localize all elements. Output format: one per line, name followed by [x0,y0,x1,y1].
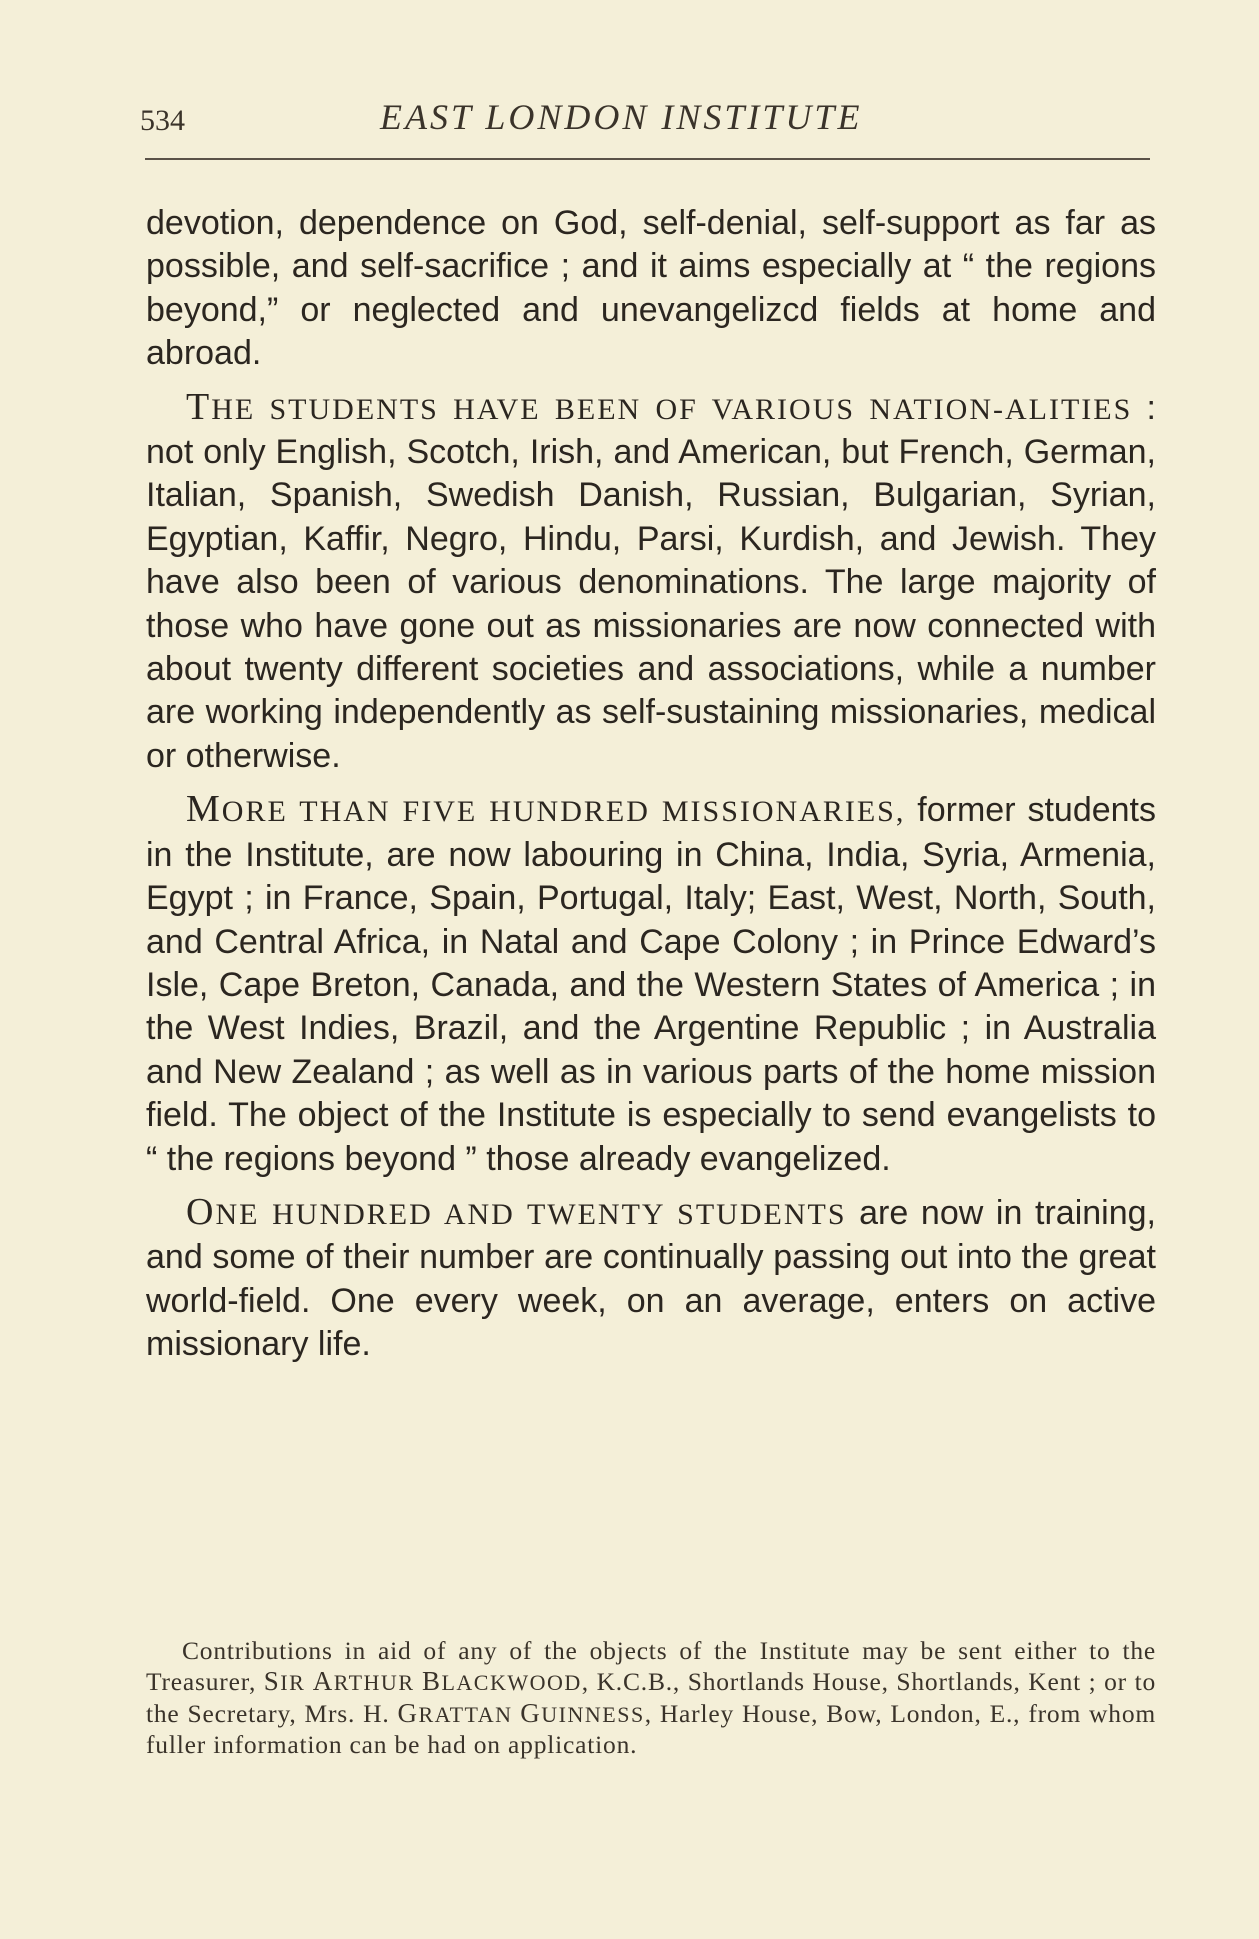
paragraph-2 [146,386,1156,779]
paragraph-2-lead [186,385,1133,428]
footnote [146,1636,1156,1760]
paragraph-4-lead [186,1190,847,1233]
paragraph-3 [146,788,1156,1181]
treasurer-name [263,1666,582,1696]
footnote-text-1: Contributions in aid of any of the objects of the Institute may be sent either to the Treasurer, [146,1636,1156,1696]
paragraph-3-text: former students in the Institute, are now labouring in China, India, Syria, Armenia, Egypt ; in France, Spain, Portugal, Italy; East, West, North, South, and Central Africa, in Natal and Cape Colony ; in Prince Edward’s Isle, Cape Breton, Canada, and the Western States of America ; in the West Indies, Brazil, and the Argentine Republic ; in Australia and New Zealand ; as well as in various parts of the home mission field. The object of the Institute is especially to send evangelists to “ the regions beyond ” those already evangelized. [146,791,1156,1178]
secretary-name-rest-b: UINNESS [541,1702,645,1727]
paragraph-2-lead-cap: T [186,385,212,428]
secretary-name-cap-a: G [397,1698,419,1728]
paragraph-4 [146,1191,1156,1367]
paragraph-4-text: are now in training, and some of their number are continually passing out into the great world-field. One every week, on an average, enters on active missionary life. [146,1193,1156,1364]
treasurer-name-rest-a: IR [280,1670,313,1695]
header-rule [145,158,1150,160]
treasurer-name-cap-a: S [263,1666,281,1696]
secretary-name-cap-b: G [520,1698,542,1728]
footnote-text-3: , Harley House, Bow, London, E., from whom fuller information can be had on application. [146,1699,1157,1759]
paragraph-3-lead-cap: M [186,788,222,831]
footnote-text-2: , K.C.B., Shortlands House, Shortlands, Kent ; or to the Secretary, Mrs. H. [146,1667,1157,1728]
running-title: EAST LONDON INSTITUTE [380,97,863,137]
paragraph-2-lead-rest: HE STUDENTS HAVE BEEN OF VARIOUS NATION-ALITIES [211,392,1133,426]
treasurer-name-cap-b: A [312,1666,334,1696]
treasurer-name-rest-b: RTHUR [333,1670,422,1695]
paragraph-3-lead [186,788,906,831]
treasurer-name-rest-c: LACKWOOD [441,1670,582,1695]
paragraph-2-text: : not only English, Scotch, Irish, and American, but French, German, Italian, Spanish, Swedish Danish, Russian, Bulgarian, Syrian, Egyptian, Kaffir, Negro, Hindu, Parsi, Kurdish, and Jewish. They have also been of various denominations. The large majority of those who have gone out as missionaries are now connected with about twenty different societies and associations, while a number are working independently as self-sustaining missionaries, medical or otherwise. [146,388,1156,775]
page-number: 534 [140,104,185,137]
paragraph-1: devotion, dependence on God, self-denial, self-support as far as possible, and self-sacrifice ; and it aims especially at “ the regions beyond,” or neglected and unevangelizcd fields at home and abroad. [146,204,1156,373]
treasurer-name-cap-c: B [421,1666,442,1696]
paragraph-4-lead-rest: NE HUNDRED AND TWENTY STUDENTS [215,1197,847,1231]
paragraph-3-lead-rest: ORE THAN FIVE HUNDRED MISSIONARIES, [221,795,906,829]
secretary-name [397,1698,645,1728]
secretary-name-rest-a: RATTAN [418,1702,521,1727]
paragraph-4-lead-cap: O [186,1190,216,1233]
body-text [146,202,1156,1377]
page-header [140,96,1152,146]
